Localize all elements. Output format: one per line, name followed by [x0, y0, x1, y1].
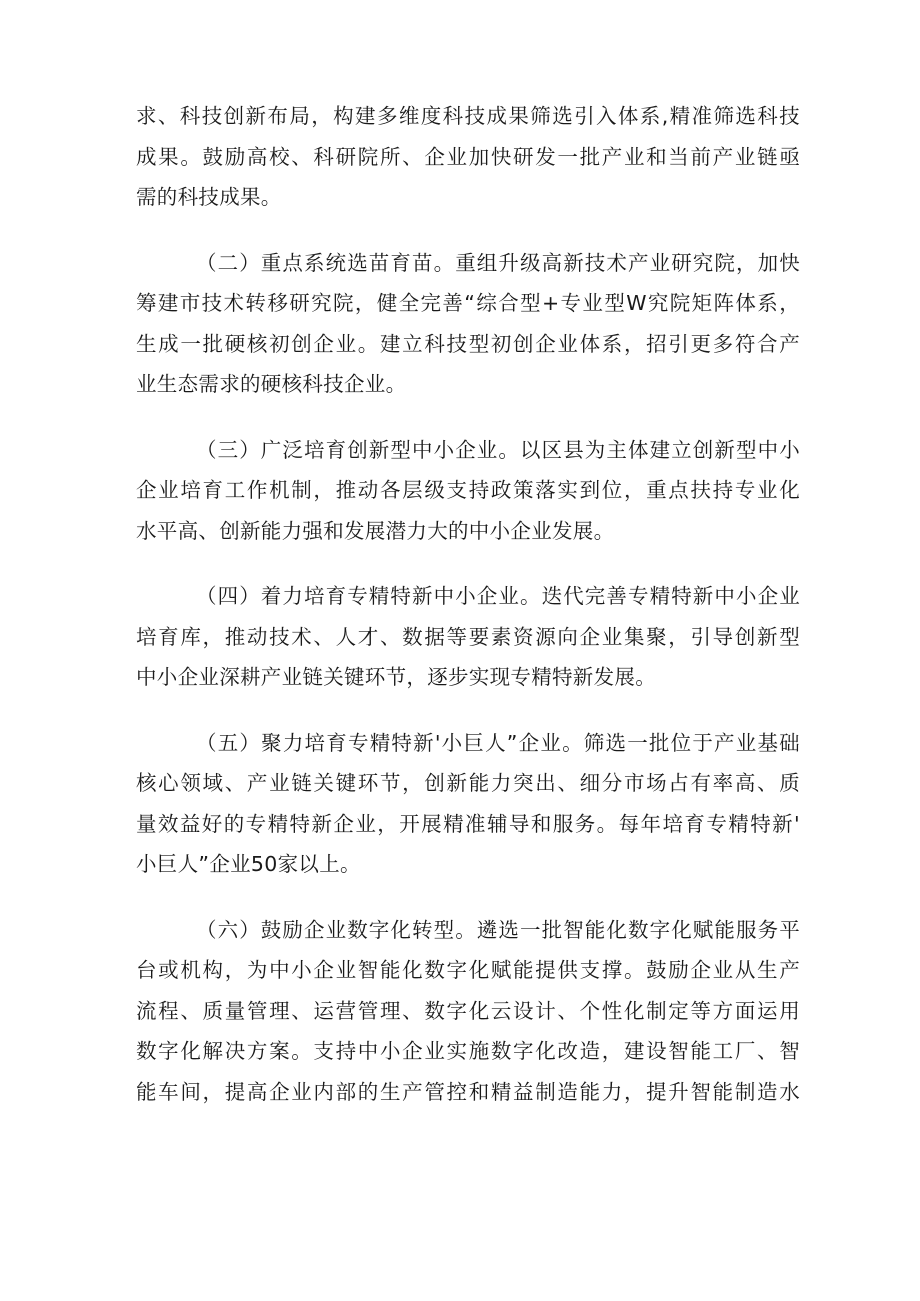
text-line: 台或机构，为中小企业智能化数字化赋能提供支撑。鼓励企业从生产: [136, 958, 800, 982]
text-line: 量效益好的专精特新企业，开展精准辅导和服务。每年培育专精特新': [136, 811, 800, 836]
text-line: 求、科技创新布局，构建多维度科技成果筛选引入体系,精准筛选科技: [136, 104, 800, 128]
text-line: 数字化解决方案。支持中小企业实施数字化改造，建设智能工厂、智: [136, 1039, 800, 1063]
text-line: 核心领域、产业链关键环节，创新能力突出、细分市场占有率高、质: [136, 771, 800, 795]
paragraph-5: [136, 723, 800, 885]
paragraph-6: [136, 910, 800, 1113]
text-line: 流程、质量管理、运营管理、数字化云设计、个性化制定等方面运用: [136, 998, 800, 1023]
document-body: [136, 96, 800, 1137]
text-line: （四）着力培育专精特新中小企业。迭代完善专精特新中小企业: [196, 584, 800, 608]
paragraph-continuation: [136, 96, 800, 218]
text-line: 中小企业深耕产业链关键环节，逐步实现专精特新发展。: [136, 665, 656, 689]
text-line: 需的科技成果。: [136, 185, 282, 209]
text-line: （三）广泛培育创新型中小企业。以区县为主体建立创新型中小: [196, 437, 800, 462]
text-line: 业生态需求的硬核科技企业。: [136, 372, 407, 396]
text-line: （二）重点系统选苗育苗。重组升级高新技术产业研究院，加快: [196, 250, 800, 275]
text-line: 成果。鼓励高校、科研院所、企业加快研发一批产业和当前产业链亟: [136, 144, 800, 169]
text-line: 水平高、创新能力强和发展潜力大的中小企业发展。: [136, 518, 615, 543]
text-line: （五）聚力培育专精特新'小巨人”企业。筛选一批位于产业基础: [196, 730, 800, 755]
text-line: 企业培育工作机制，推动各层级支持政策落实到位，重点扶持专业化: [136, 478, 800, 502]
text-line: 能车间，提高企业内部的生产管控和精益制造能力，提升智能制造水: [136, 1079, 800, 1104]
text-line: （六）鼓励企业数字化转型。遴选一批智能化数字化赋能服务平: [196, 917, 800, 942]
text-line: 培育库，推动技术、人才、数据等要素资源向企业集聚，引导创新型: [136, 624, 800, 649]
paragraph-2: [136, 243, 800, 405]
text-line: 小巨人”企业50家以上。: [136, 852, 361, 876]
text-line: 生成一批硬核初创企业。建立科技型初创企业体系，招引更多符合产: [136, 331, 800, 356]
paragraph-4: [136, 576, 800, 698]
paragraph-3: [136, 430, 800, 552]
text-line: 筹建市技术转移研究院，健全完善“综合型+专业型W究院矩阵体系，: [136, 291, 800, 315]
